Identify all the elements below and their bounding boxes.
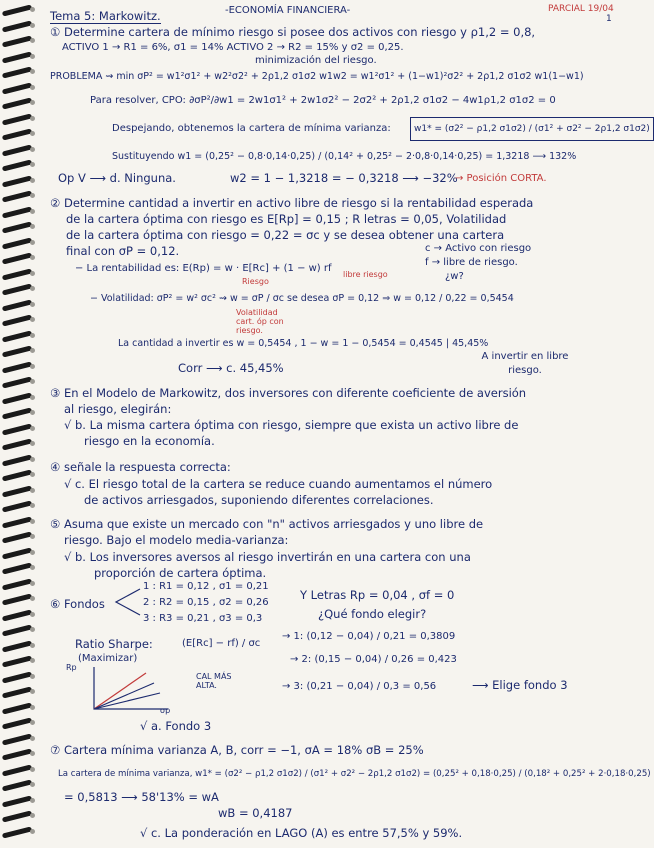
q6-answer: √ a. Fondo 3 xyxy=(140,719,212,733)
binding-hole xyxy=(30,395,35,400)
q2-side-f: f → libre de riesgo. xyxy=(425,257,518,268)
q6-calc1: → 1: (0,12 − 0,04) / 0,21 = 0,3809 xyxy=(282,631,456,642)
spiral-ring xyxy=(2,578,32,590)
binding-hole xyxy=(30,302,35,307)
binding-hole xyxy=(30,457,35,462)
q4-line1: ④ señale la respuesta correcta: xyxy=(50,460,231,474)
q2-invest-note: A invertir en libre riesgo. xyxy=(481,351,569,376)
spiral-ring xyxy=(2,438,32,450)
binding-hole xyxy=(30,100,35,105)
spiral-ring xyxy=(2,593,32,605)
binding-hole xyxy=(30,736,35,741)
spiral-ring xyxy=(2,82,32,94)
binding-hole xyxy=(30,85,35,90)
q6-maximize: (Maximizar) xyxy=(78,653,138,664)
binding-hole xyxy=(30,488,35,493)
binding-hole xyxy=(30,767,35,772)
q6-question: ¿Qué fondo elegir? xyxy=(318,607,427,621)
q7-result: = 0,5813 ⟶ 58'13% = wA xyxy=(64,790,219,804)
spiral-ring xyxy=(2,826,32,838)
q6-funds-brace xyxy=(112,585,142,619)
binding-hole xyxy=(30,705,35,710)
q6-calc2: → 2: (0,15 − 0,04) / 0,26 = 0,423 xyxy=(290,654,457,665)
spiral-ring xyxy=(2,190,32,202)
binding-hole xyxy=(30,255,35,260)
spiral-ring xyxy=(2,423,32,435)
q6-calc3: → 3: (0,21 − 0,04) / 0,3 = 0,56 xyxy=(282,681,437,692)
binding-hole xyxy=(30,38,35,43)
binding-hole xyxy=(30,379,35,384)
q2-return-line: − La rentabilidad es: E(Rp) = w · E[Rc] + (1 − w) rf xyxy=(75,263,332,274)
spiral-ring xyxy=(2,485,32,497)
binding-hole xyxy=(30,348,35,353)
q5-line1: ⑤ Asuma que existe un mercado con "n" activos arriesgados y uno libre de xyxy=(50,517,484,531)
q5-line2: riesgo. Bajo el modelo media-varianza: xyxy=(64,533,289,547)
binding-hole xyxy=(30,364,35,369)
spiral-ring xyxy=(2,345,32,357)
q1-substitution: Sustituyendo w1 = (0,25² − 0,8·0,14·0,25) / (0,14² + 0,25² − 2·0,8·0,14·0,25) = 1,3218 ⟶ 132% xyxy=(112,151,577,162)
spiral-binding xyxy=(0,0,40,848)
binding-hole xyxy=(30,23,35,28)
exam-tag: PARCIAL 19/04 xyxy=(548,4,614,14)
course-title: -ECONOMÍA FINANCIERA- xyxy=(225,5,351,16)
spiral-ring xyxy=(2,717,32,729)
binding-hole xyxy=(30,503,35,508)
q1-cpo: Para resolver, CPO: ∂σP²/∂w1 = 2w1σ1² + 2w1σ2² − 2σ2² + 2ρ1,2 σ1σ2 − 4w1ρ1,2 σ1σ2 = 0 xyxy=(90,95,556,106)
spiral-ring xyxy=(2,268,32,280)
spiral-ring xyxy=(2,547,32,559)
q2-vol-note: Volatilidad cart. óp con riesgo. xyxy=(236,308,284,335)
spiral-ring xyxy=(2,655,32,667)
q7-wb: wB = 0,4187 xyxy=(218,806,293,820)
binding-hole xyxy=(30,286,35,291)
binding-hole xyxy=(30,720,35,725)
binding-hole xyxy=(30,131,35,136)
q1-clearing: Despejando, obtenemos la cartera de mínima varianza: xyxy=(112,123,391,134)
q6-fund2: 2 : R2 = 0,15 , σ2 = 0,26 xyxy=(143,597,269,608)
binding-hole xyxy=(30,534,35,539)
axis-sigma-label: σp xyxy=(160,706,171,715)
q2-side-c: c → Activo con riesgo xyxy=(425,243,532,254)
spiral-ring xyxy=(2,376,32,388)
spiral-ring xyxy=(2,144,32,156)
q6-cal-note: CAL MÁS ALTA. xyxy=(196,672,232,690)
binding-hole xyxy=(30,643,35,648)
spiral-ring xyxy=(2,128,32,140)
spiral-ring xyxy=(2,283,32,295)
binding-hole xyxy=(30,658,35,663)
spiral-ring xyxy=(2,20,32,32)
spiral-ring xyxy=(2,764,32,776)
spiral-ring xyxy=(2,686,32,698)
spiral-ring xyxy=(2,299,32,311)
q5-answer1: √ b. Los inversores aversos al riesgo invertirán en una cartera con una xyxy=(64,550,471,564)
q7-answer: √ c. La ponderación en LAGO (A) es entre 57,5% y 59%. xyxy=(140,826,463,840)
q3-answer1: √ b. La misma cartera óptima con riesgo, siempre que exista un activo libre de xyxy=(64,418,519,432)
binding-hole xyxy=(30,271,35,276)
page-mark: 1 xyxy=(606,14,612,24)
q2-line2: de la cartera óptima con riesgo es E[Rp] = 0,15 ; R letras = 0,05, Volatilidad xyxy=(66,212,507,226)
q6-fund3: 3 : R3 = 0,21 , σ3 = 0,3 xyxy=(143,613,263,624)
q6-funds-label: ⑥ Fondos xyxy=(50,597,105,611)
binding-hole xyxy=(30,782,35,787)
spiral-ring xyxy=(2,795,32,807)
spiral-ring xyxy=(2,779,32,791)
binding-hole xyxy=(30,565,35,570)
spiral-ring xyxy=(2,330,32,342)
spiral-ring xyxy=(2,66,32,78)
spiral-ring xyxy=(2,454,32,466)
spiral-ring xyxy=(2,810,32,822)
binding-hole xyxy=(30,410,35,415)
spiral-ring xyxy=(2,4,32,16)
spiral-ring xyxy=(2,113,32,125)
q1-formula-box: w1* = (σ2² − ρ1,2 σ1σ2) / (σ1² + σ2² − 2ρ1,2 σ1σ2) xyxy=(410,117,654,141)
binding-hole xyxy=(30,612,35,617)
q2-amount-line: La cantidad a invertir es w = 0,5454 , 1 − w = 1 − 0,5454 = 0,4545 | 45,45% xyxy=(118,338,489,349)
q2-line4: final con σP = 0,12. xyxy=(66,244,180,258)
binding-hole xyxy=(30,519,35,524)
binding-hole xyxy=(30,209,35,214)
q6-sharpe-label: Ratio Sharpe: xyxy=(75,637,153,651)
spiral-ring xyxy=(2,733,32,745)
spiral-ring xyxy=(2,35,32,47)
q6-sharpe-formula: (E[Rc] − rf) / σc xyxy=(182,638,261,649)
binding-hole xyxy=(30,581,35,586)
binding-hole xyxy=(30,813,35,818)
spiral-ring xyxy=(2,748,32,760)
spiral-ring xyxy=(2,531,32,543)
spiral-ring xyxy=(2,175,32,187)
q4-answer2: de activos arriesgados, suponiendo diferentes correlaciones. xyxy=(84,493,434,507)
binding-hole xyxy=(30,317,35,322)
spiral-ring xyxy=(2,407,32,419)
spiral-ring xyxy=(2,252,32,264)
spiral-ring xyxy=(2,314,32,326)
spiral-ring xyxy=(2,392,32,404)
binding-hole xyxy=(30,178,35,183)
cal-sketch xyxy=(80,665,170,715)
binding-hole xyxy=(30,627,35,632)
q1-subtitle: minimización del riesgo. xyxy=(255,55,377,66)
spiral-ring xyxy=(2,562,32,574)
q3-line2: al riesgo, elegirán: xyxy=(64,402,172,416)
q1-problem: PROBLEMA ⇝ min σP² = w1²σ1² + w2²σ2² + 2ρ1,2 σ1σ2 w1w2 = w1²σ1² + (1−w1)²σ2² + 2ρ1,2 σ1σ2 w1(1−w1) xyxy=(50,71,584,82)
q1-data: ACTIVO 1 → R1 = 6%, σ1 = 14% ACTIVO 2 → R2 = 15% y σ2 = 0,25. xyxy=(62,42,404,53)
binding-hole xyxy=(30,147,35,152)
binding-hole xyxy=(30,333,35,338)
q6-letters: Y Letras Rp = 0,04 , σf = 0 xyxy=(300,588,455,602)
q1-w2: w2 = 1 − 1,3218 = − 0,3218 ⟶ −32% xyxy=(230,171,458,185)
q1-statement: ① Determine cartera de mínimo riesgo si posee dos activos con riesgo y ρ1,2 = 0,8, xyxy=(50,25,536,39)
spiral-ring xyxy=(2,516,32,528)
spiral-ring xyxy=(2,97,32,109)
q2-answer: Corr ⟶ c. 45,45% xyxy=(178,361,284,375)
axis-rp-label: Rp xyxy=(66,663,77,672)
binding-hole xyxy=(30,193,35,198)
binding-hole xyxy=(30,674,35,679)
spiral-ring xyxy=(2,640,32,652)
binding-hole xyxy=(30,54,35,59)
binding-hole xyxy=(30,7,35,12)
binding-hole xyxy=(30,798,35,803)
spiral-ring xyxy=(2,51,32,63)
binding-hole xyxy=(30,162,35,167)
binding-hole xyxy=(30,69,35,74)
q7-line2: La cartera de mínima varianza, w1* = (σ2² − ρ1,2 σ1σ2) / (σ1² + σ2² − 2ρ1,2 σ1σ2) = (0,25² + 0,18·0,25) / (0,18² + 0,25² + 2·0,18·0,25) xyxy=(58,769,651,779)
binding-hole xyxy=(30,441,35,446)
binding-hole xyxy=(30,116,35,121)
binding-hole xyxy=(30,426,35,431)
spiral-ring xyxy=(2,361,32,373)
spiral-ring xyxy=(2,609,32,621)
spiral-ring xyxy=(2,624,32,636)
q6-fund1: 1 : R1 = 0,12 , σ1 = 0,21 xyxy=(143,581,269,592)
binding-hole xyxy=(30,689,35,694)
spiral-ring xyxy=(2,671,32,683)
binding-hole xyxy=(30,240,35,245)
spiral-ring xyxy=(2,159,32,171)
binding-hole xyxy=(30,550,35,555)
q7-line1: ⑦ Cartera mínima varianza A, B, corr = −1, σA = 18% σB = 25% xyxy=(50,743,424,757)
spiral-ring xyxy=(2,469,32,481)
q2-side-w: ¿w? xyxy=(445,271,464,282)
q5-answer2: proporción de cartera óptima. xyxy=(94,566,267,580)
spiral-ring xyxy=(2,237,32,249)
binding-hole xyxy=(30,472,35,477)
binding-hole xyxy=(30,224,35,229)
q1-option: Op V ⟶ d. Ninguna. xyxy=(58,171,176,185)
spiral-ring xyxy=(2,221,32,233)
q1-short-position: → Posición CORTA. xyxy=(455,173,547,184)
q2-vol-line: − Volatilidad: σP² = w² σc² ⇝ w = σP / σc se desea σP = 0,12 ⇒ w = 0,12 / 0,22 = 0,5454 xyxy=(90,293,514,304)
spiral-ring xyxy=(2,702,32,714)
q4-answer1: √ c. El riesgo total de la cartera se reduce cuando aumentamos el número xyxy=(64,477,493,491)
q3-line1: ③ En el Modelo de Markowitz, dos inversores con diferente coeficiente de aversión xyxy=(50,386,527,400)
topic-title: Tema 5: Markowitz. xyxy=(50,9,161,23)
binding-hole xyxy=(30,829,35,834)
binding-hole xyxy=(30,596,35,601)
q6-choice: ⟶ Elige fondo 3 xyxy=(472,678,568,692)
q2-line1: ② Determine cantidad a invertir en activo libre de riesgo si la rentabilidad esperada xyxy=(50,196,534,210)
spiral-ring xyxy=(2,500,32,512)
binding-hole xyxy=(30,751,35,756)
q2-label-risky: Riesgo xyxy=(242,277,269,286)
spiral-ring xyxy=(2,206,32,218)
q2-line3: de la cartera óptima con riesgo = 0,22 = σc y se desea obtener una cartera xyxy=(66,228,505,242)
q3-answer2: riesgo en la economía. xyxy=(84,434,215,448)
q2-label-free: libre riesgo xyxy=(343,270,388,279)
